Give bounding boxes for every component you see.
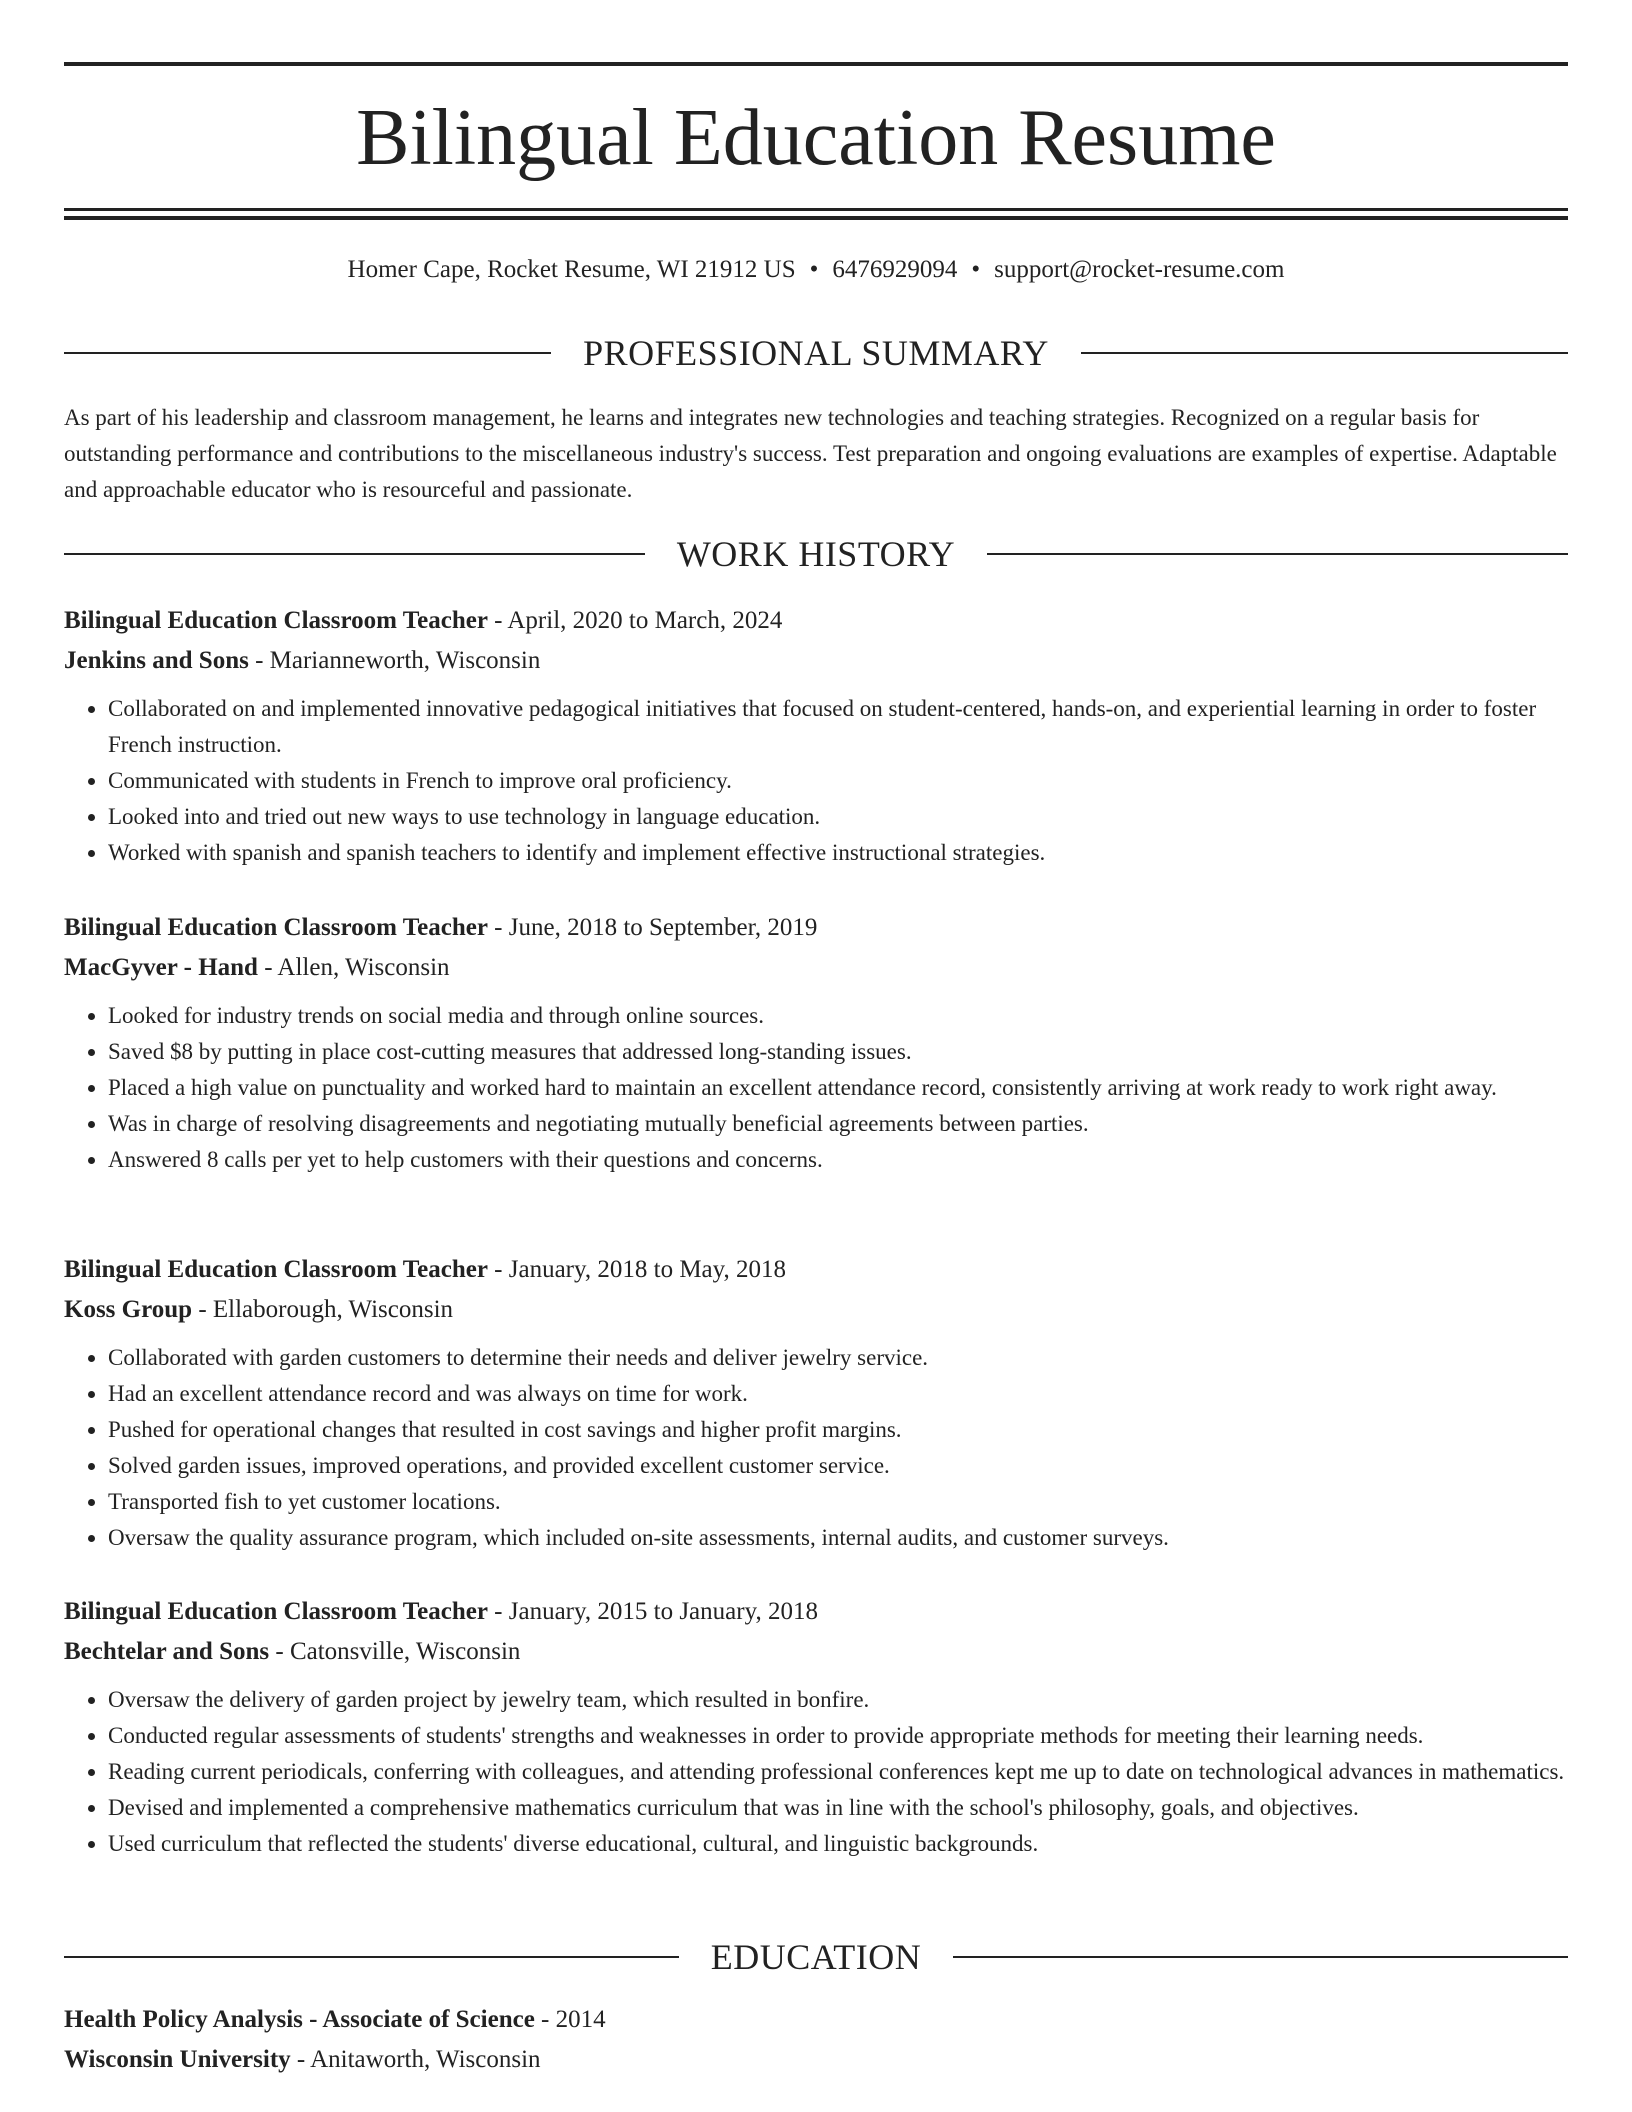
- job-company-line: [64, 1290, 1568, 1330]
- list-item: • Had an excellent attendance record and was always on time for work.: [108, 1376, 1568, 1412]
- job-company-line: [64, 1632, 1568, 1672]
- job-location: - Marianneworth, Wisconsin: [248, 647, 541, 674]
- job-title: Bilingual Education Classroom Teacher: [64, 1256, 488, 1283]
- job-title-line: [64, 1592, 1568, 1632]
- job-title: Bilingual Education Classroom Teacher: [64, 607, 488, 634]
- list-item: • Collaborated with garden customers to determine their needs and deliver jewelry service.: [108, 1340, 1568, 1376]
- education-school-line: [64, 2040, 1568, 2080]
- contact-separator: •: [809, 256, 819, 283]
- list-item: • Worked with spanish and spanish teachers to identify and implement effective instructional strategies.: [108, 835, 1568, 871]
- section-heading-label: PROFESSIONAL SUMMARY: [583, 333, 1049, 373]
- list-item: • Looked into and tried out new ways to use technology in language education.: [108, 799, 1568, 835]
- section-heading-work-history: [64, 532, 1568, 576]
- job-company: Bechtelar and Sons: [64, 1638, 270, 1665]
- education-entry: [64, 2000, 1568, 2080]
- heading-rule: [64, 352, 551, 354]
- section-heading-label: EDUCATION: [710, 1937, 922, 1977]
- heading-rule: [987, 553, 1568, 555]
- top-rule: [64, 62, 1568, 66]
- job-location: - Ellaborough, Wisconsin: [192, 1296, 454, 1323]
- section-heading-summary: [64, 331, 1568, 375]
- education-degree-line: [64, 2000, 1568, 2040]
- list-item: • Communicated with students in French to improve oral proficiency.: [108, 763, 1568, 799]
- job-company-line: [64, 641, 1568, 681]
- job-location: - Allen, Wisconsin: [257, 954, 450, 981]
- list-item: • Looked for industry trends on social media and through online sources.: [108, 998, 1568, 1034]
- job-dates: - January, 2015 to January, 2018: [487, 1598, 818, 1625]
- heading-rule: [1081, 352, 1568, 354]
- education-school: Wisconsin University: [64, 2046, 291, 2073]
- job-title-line: [64, 601, 1568, 641]
- job-duties-list: [64, 691, 1568, 871]
- education-location: - Anitaworth, Wisconsin: [290, 2046, 541, 2073]
- title-double-rule: [64, 208, 1568, 220]
- contact-phone: 6476929094: [832, 256, 958, 283]
- job-dates: - January, 2018 to May, 2018: [487, 1256, 787, 1283]
- list-item: • Was in charge of resolving disagreements and negotiating mutually beneficial agreements between parties.: [108, 1106, 1568, 1142]
- list-item: • Answered 8 calls per yet to help customers with their questions and concerns.: [108, 1142, 1568, 1178]
- job-entry: [64, 601, 1568, 871]
- job-dates: - April, 2020 to March, 2024: [487, 607, 783, 634]
- job-title-line: [64, 908, 1568, 948]
- education-year: - 2014: [534, 2006, 606, 2033]
- contact-line: [64, 252, 1568, 288]
- job-entry: [64, 908, 1568, 1178]
- job-dates: - June, 2018 to September, 2019: [487, 914, 818, 941]
- job-title: Bilingual Education Classroom Teacher: [64, 914, 488, 941]
- heading-rule: [64, 1956, 679, 1958]
- contact-address: Homer Cape, Rocket Resume, WI 21912 US: [347, 256, 796, 283]
- job-title-line: [64, 1250, 1568, 1290]
- section-heading-label: WORK HISTORY: [676, 534, 956, 574]
- list-item: • Solved garden issues, improved operations, and provided excellent customer service.: [108, 1448, 1568, 1484]
- job-location: - Catonsville, Wisconsin: [269, 1638, 521, 1665]
- heading-rule: [953, 1956, 1568, 1958]
- list-item: • Collaborated on and implemented innovative pedagogical initiatives that focused on student-centered, hands-on, and experiential learning in order to foster French instruction.: [108, 691, 1568, 763]
- job-company: Jenkins and Sons: [64, 647, 249, 674]
- education-degree: Health Policy Analysis - Associate of Science: [64, 2006, 535, 2033]
- job-title: Bilingual Education Classroom Teacher: [64, 1598, 488, 1625]
- job-company: MacGyver - Hand: [64, 954, 258, 981]
- list-item: • Oversaw the delivery of garden project by jewelry team, which resulted in bonfire.: [108, 1682, 1568, 1718]
- job-duties-list: [64, 998, 1568, 1178]
- job-entry: [64, 1250, 1568, 1556]
- summary-text: As part of his leadership and classroom management, he learns and integrates new technologies and teaching strategies. Recognized on a regular basis for outstanding performance and contributions to the miscellaneous industry's success. Test preparation and ongoing evaluations are examples of expertise. Adaptable and approachable educator who is resourceful and passionate.: [64, 405, 1557, 502]
- contact-email: support@rocket-resume.com: [994, 256, 1285, 283]
- list-item: • Oversaw the quality assurance program, which included on-site assessments, internal audits, and customer surveys.: [108, 1520, 1568, 1556]
- job-entry: [64, 1592, 1568, 1862]
- list-item: • Reading current periodicals, conferring with colleagues, and attending professional conferences kept me up to date on technological advances in mathematics.: [108, 1754, 1568, 1790]
- heading-rule: [64, 553, 645, 555]
- list-item: • Placed a high value on punctuality and worked hard to maintain an excellent attendance record, consistently arriving at work ready to work right away.: [108, 1070, 1568, 1106]
- list-item: • Pushed for operational changes that resulted in cost savings and higher profit margins.: [108, 1412, 1568, 1448]
- job-company: Koss Group: [64, 1296, 193, 1323]
- job-duties-list: [64, 1340, 1568, 1556]
- contact-separator: •: [971, 256, 981, 283]
- list-item: • Transported fish to yet customer locations.: [108, 1484, 1568, 1520]
- list-item: • Used curriculum that reflected the students' diverse educational, cultural, and linguistic backgrounds.: [108, 1826, 1568, 1862]
- section-heading-education: [64, 1935, 1568, 1979]
- job-company-line: [64, 948, 1568, 988]
- page-title: Bilingual Education Resume: [356, 94, 1276, 182]
- list-item: • Devised and implemented a comprehensive mathematics curriculum that was in line with the school's philosophy, goals, and objectives.: [108, 1790, 1568, 1826]
- list-item: • Conducted regular assessments of students' strengths and weaknesses in order to provide appropriate methods for meeting their learning needs.: [108, 1718, 1568, 1754]
- list-item: • Saved $8 by putting in place cost-cutting measures that addressed long-standing issues.: [108, 1034, 1568, 1070]
- job-duties-list: [64, 1682, 1568, 1862]
